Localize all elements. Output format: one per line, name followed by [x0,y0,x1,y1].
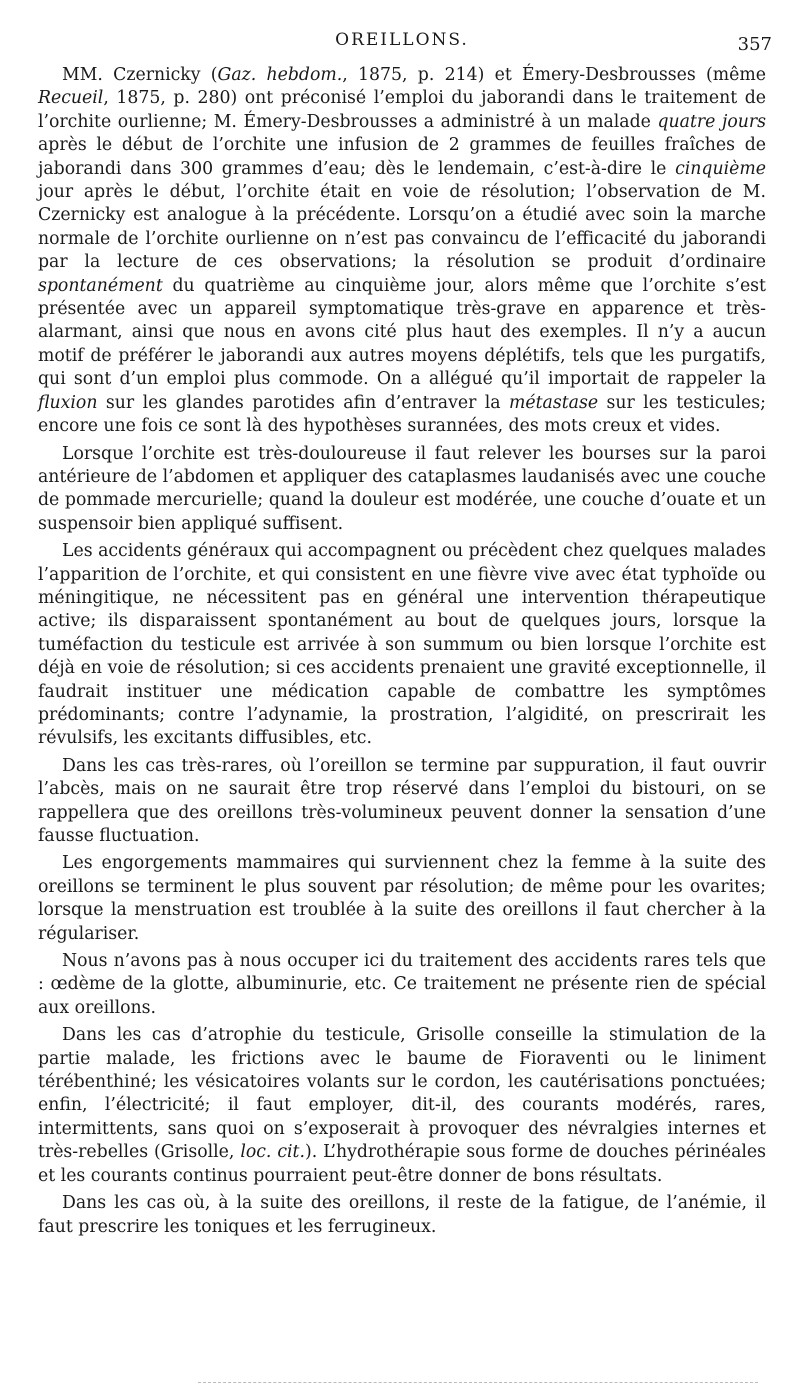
text-run: , 1875, p. 280) ont préconisé l’emploi du jaborandi dans le traitement de l’orchite ourlienne; M. Émery-Desbrousses a administré à un malade [38,88,766,132]
text-run: Dans les cas d’atrophie du testicule, Grisolle conseille la stimulation de la partie malade, les frictions avec le baume de Fioraventi ou le liniment térébenthiné; les vésicatoires volants sur le cordon, les cautérisations ponctuées; enfin, l’électricité; il faut employer, dit-il, des courants modérés, rares, intermittents, sans quoi on s’exposerait à provoquer des névralgies internes et très-rebelles (Grisolle, [38,1025,766,1163]
paragraph [38,950,766,1020]
text-run: MM. Czernicky ( [62,65,218,85]
page-number: 357 [737,34,772,55]
italic-text: fluxion [38,392,98,413]
text-run: du quatrième au cinquième jour, alors même que l’orchite s’est présentée avec un appareil symptomatique très-grave en apparence et très-alarmant, ainsi que nous en avons cité plus haut des exemples. Il n’y a aucun motif de préférer le jaborandi aux autres moyens déplétifs, tels que les purgatifs, qui sont d’un emploi plus commode. On a allégué qu’il importait de rappeler la [38,275,766,390]
bottom-rule [198,1382,758,1383]
italic-text: Gaz. hebdom. [217,65,343,85]
italic-text: cinquième [675,158,766,179]
text-run: Les engorgements mammaires qui surviennent chez la femme à la suite des oreillons se terminent le plus souvent par résolution; de même pour les ovarites; lorsque la menstruation est troublée à la suite des oreillons il faut chercher à la régulariser. [38,853,766,944]
text-run: Dans les cas où, à la suite des oreillons, il reste de la fatigue, de l’anémie, il faut prescrire les toniques et les ferrugineux. [38,1193,766,1237]
text-run: après le début de l’orchite une infusion de 2 grammes de feuilles fraîches de jaborandi dans 300 grammes d’eau; dès le lendemain, c’est-à-dire le [38,135,766,179]
italic-text: quatre jours [657,111,766,132]
paragraph [38,540,766,751]
paragraph [38,1192,766,1239]
paragraph [38,443,766,537]
text-run: Nous n’avons pas à nous occuper ici du traitement des accidents rares tels que : œdème de la glotte, albuminurie, etc. Ce traitement ne présente rien de spécial aux oreillons. [38,951,766,1018]
paragraph [38,852,766,946]
running-head [38,0,772,55]
italic-text: loc. cit. [240,1142,305,1163]
text-run: Les accidents généraux qui accompagnent ou précèdent chez quelques malades l’apparition de l’orchite, et qui consistent en une fièvre vive avec état typhoïde ou méningitique, ne nécessitent pas en général une intervention thérapeutique active; ils disparaissent spontanément au bout de quelques jours, lorsque la tuméfaction du testicule est arrivée à son summum ou bien lorsque l’orchite est déjà en voie de résolution; si ces accidents prenaient une gravité exceptionnelle, il faudrait instituer une médication capable de combattre les symptômes prédominants; contre l’adynamie, la prostration, l’algidité, on prescrirait les révulsifs, les excitants diffusibles, etc. [38,541,766,749]
italic-text: Recueil [38,88,104,109]
book-page [38,0,772,1400]
italic-text: spontanément [38,275,163,296]
text-run: Dans les cas très-rares, où l’oreillon se termine par suppuration, il faut ouvrir l’abcès, mais on ne saurait être trop réservé dans l’emploi du bistouri, on se rappellera que des oreillons très-volumineux peuvent donner la sensation d’une fausse fluctuation. [38,755,766,846]
text-run: Lorsque l’orchite est très-douloureuse il faut relever les bourses sur la paroi antérieure de l’abdomen et appliquer des cataplasmes laudanisés avec une couche de pommade mercurielle; quand la douleur est modérée, une couche d’ouate et un suspensoir bien appliqué suffisent. [38,443,766,534]
italic-text: métastase [509,392,599,413]
body-text [38,64,766,1243]
paragraph [38,1024,766,1188]
paragraph [38,64,766,439]
text-run: ). L’hydrothérapie sous forme de douches périnéales et les courants continus pourraient peut-être donner de bons résultats. [38,1142,766,1186]
text-run: sur les glandes parotides afin d’entraver la [97,392,509,413]
text-run: sur les testicules; encore une fois ce sont là des hypothèses surannées, des mots creux et vides. [38,392,766,437]
paragraph [38,755,766,849]
text-run: jour après le début, l’orchite était en voie de résolution; l’observation de M. Czernicky est analogue à la précédente. Lorsqu’on a étudié avec soin la marche normale de l’orchite ourlienne on n’est pas convaincu de l’efficacité du jaborandi par la lecture de ces observations; la résolution se produit d’ordinaire [38,182,766,273]
text-run: , 1875, p. 214) et Émery-Desbrousses (même [342,65,767,85]
running-title: OREILLONS. [335,30,469,50]
